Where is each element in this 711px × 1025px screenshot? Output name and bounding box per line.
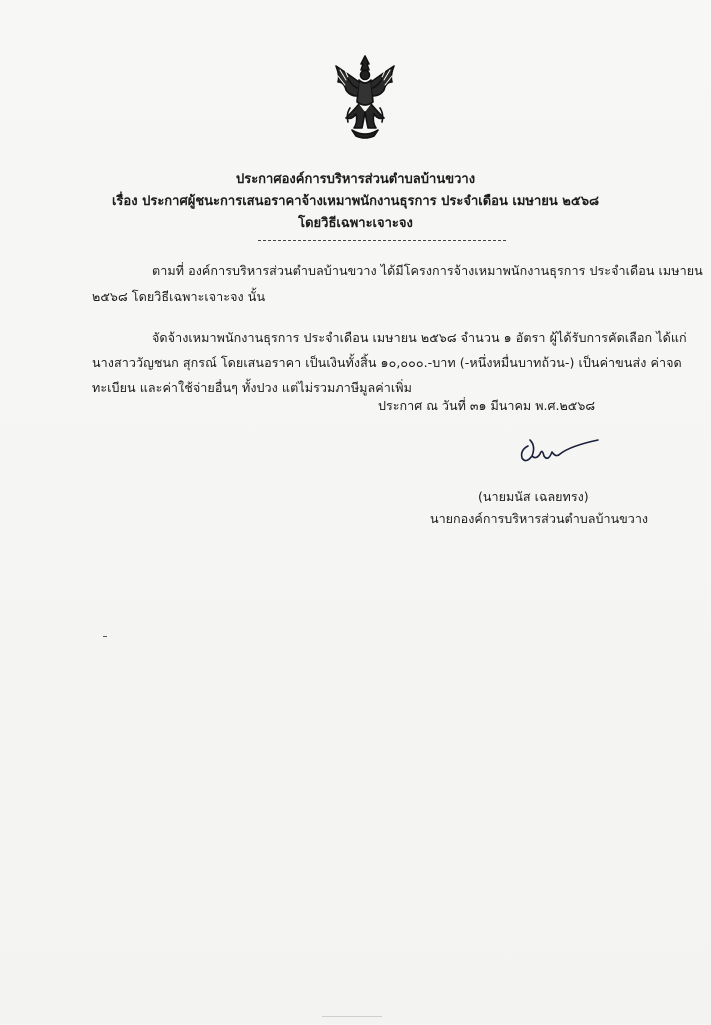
handwritten-signature bbox=[514, 432, 600, 468]
paragraph-2-line-2: นางสาววัญชนก สุกรณ์ โดยเสนอราคา เป็นเงินทั้งสิ้น ๑๐,๐๐๐.-บาท (-หนึ่งหมื่นบาทถ้วน-) เป็นค่าขนส่ง ค่าจด bbox=[92, 355, 682, 370]
subject-line: เรื่อง ประกาศผู้ชนะการเสนอราคาจ้างเหมาพนักงานธุรการ ประจำเดือน เมษายน ๒๕๖๘ bbox=[111, 194, 599, 209]
paragraph-2-line-3: ทะเบียน และค่าใช้จ่ายอื่นๆ ทั้งปวง แต่ไม่รวมภาษีมูลค่าเพิ่ม bbox=[92, 380, 412, 395]
signer-name: (นายมนัส เฉลยทรง) bbox=[478, 489, 589, 504]
paragraph-1-line-1: ตามที่ องค์การบริหารส่วนตำบลบ้านขวาง ได้มีโครงการจ้างเหมาพนักงานธุรการ ประจำเดือน เมษายน bbox=[152, 263, 703, 278]
scan-speck bbox=[103, 636, 107, 637]
separator-line bbox=[258, 240, 506, 241]
paragraph-2-line-1: จัดจ้างเหมาพนักงานธุรการ ประจำเดือน เมษายน ๒๕๖๘ จำนวน ๑ อัตรา ผู้ได้รับการคัดเลือก ได้แก่ bbox=[152, 330, 687, 345]
method-line: โดยวิธีเฉพาะเจาะจง bbox=[298, 216, 413, 231]
paragraph-1-line-2: ๒๕๖๘ โดยวิธีเฉพาะเจาะจง นั้น bbox=[92, 289, 266, 304]
garuda-emblem-icon bbox=[330, 52, 400, 140]
signer-position: นายกองค์การบริหารส่วนตำบลบ้านขวาง bbox=[430, 511, 649, 526]
org-title: ประกาศองค์การบริหารส่วนตำบลบ้านขวาง bbox=[235, 172, 476, 187]
announcement-date: ประกาศ ณ วันที่ ๓๑ มีนาคม พ.ศ.๒๕๖๘ bbox=[378, 398, 596, 413]
